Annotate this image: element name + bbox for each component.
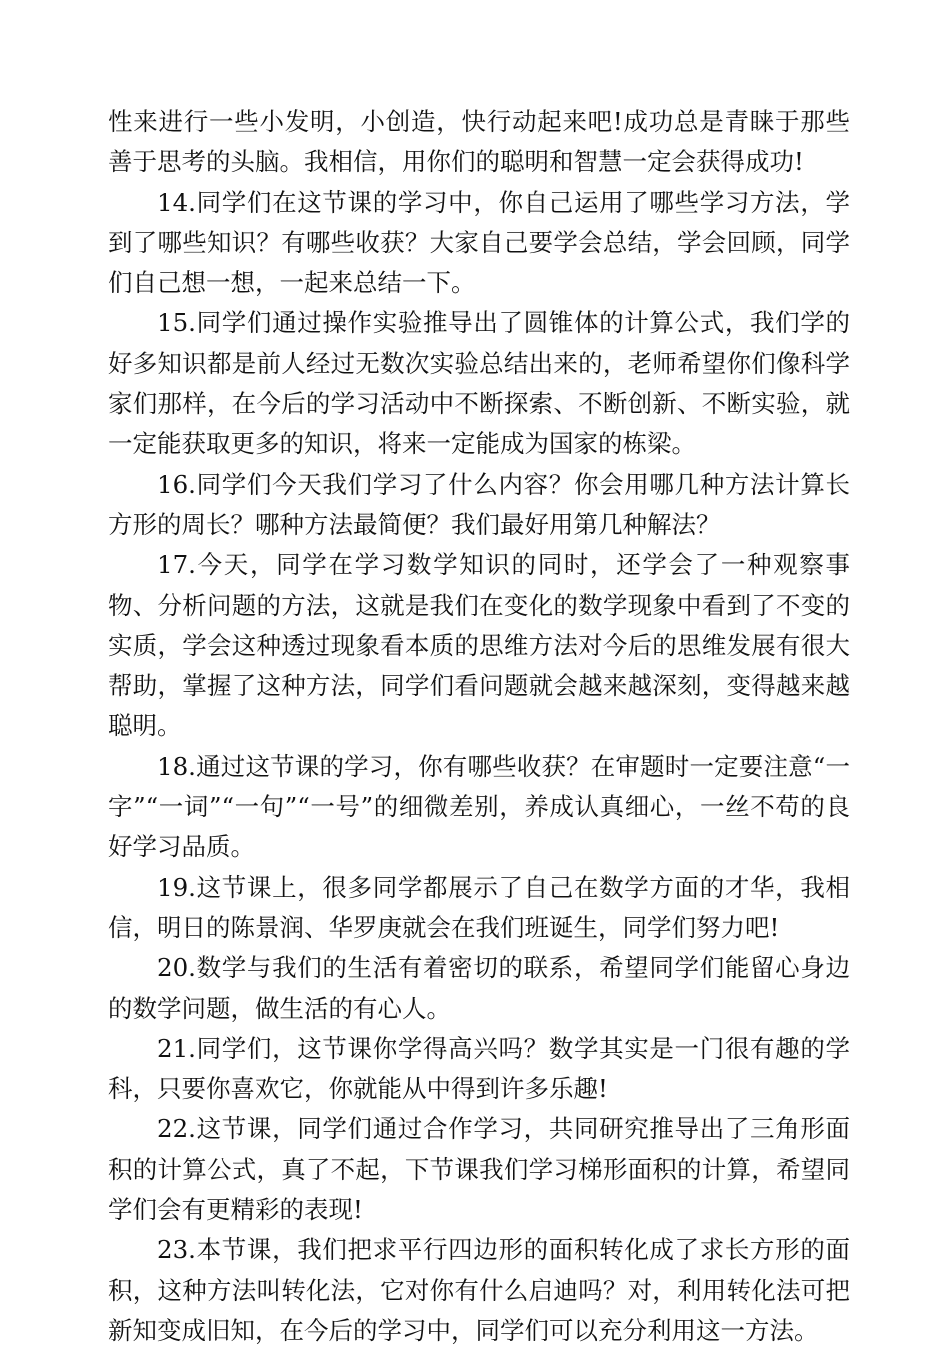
paragraph-item-21: 21.同学们，这节课你学得高兴吗？数学其实是一门很有趣的学科，只要你喜欢它，你就能从中得到许多乐趣! <box>108 1033 850 1104</box>
paragraph-item-18: 18.通过这节课的学习，你有哪些收获？在审题时一定要注意“一字”“一词”“一句”“一号”的细微差别，养成认真细心，一丝不苟的良好学习品质。 <box>108 751 850 862</box>
paragraph-item-14: 14.同学们在这节课的学习中，你自己运用了哪些学习方法，学到了哪些知识？有哪些收获？大家自己要学会总结，学会回顾，同学们自己想一想，一起来总结一下。 <box>108 187 850 298</box>
paragraph-item-17: 17.今天，同学在学习数学知识的同时，还学会了一种观察事物、分析问题的方法，这就是我们在变化的数学现象中看到了不变的实质，学会这种透过现象看本质的思维方法对今后的思维发展有很大帮助，掌握了这种方法，同学们看问题就会越来越深刻，变得越来越聪明。 <box>108 550 850 741</box>
paragraph-item-15: 15.同学们通过操作实验推导出了圆锥体的计算公式，我们学的好多知识都是前人经过无数次实验总结出来的，老师希望你们像科学家们那样，在今后的学习活动中不断探索、不断创新、不断实验，就一定能获取更多的知识，将来一定能成为国家的栋梁。 <box>108 308 850 459</box>
paragraph-item-22: 22.这节课，同学们通过合作学习，共同研究推导出了三角形面积的计算公式，真了不起，下节课我们学习梯形面积的计算，希望同学们会有更精彩的表现! <box>108 1114 850 1225</box>
paragraph-item-19: 19.这节课上，很多同学都展示了自己在数学方面的才华，我相信，明日的陈景润、华罗庚就会在我们班诞生，同学们努力吧! <box>108 872 850 942</box>
document-page <box>108 102 850 1351</box>
paragraph-item-20: 20.数学与我们的生活有着密切的联系，希望同学们能留心身边的数学问题，做生活的有心人。 <box>108 953 850 1023</box>
paragraph-item-16: 16.同学们今天我们学习了什么内容？你会用哪几种方法计算长方形的周长？哪种方法最简便？我们最好用第几种解法？ <box>108 469 850 539</box>
paragraph-continuation: 性来进行一些小发明，小创造，快行动起来吧!成功总是青睐于那些善于思考的头脑。我相信，用你们的聪明和智慧一定会获得成功! <box>108 107 850 177</box>
paragraph-item-23: 23.本节课，我们把求平行四边形的面积转化成了求长方形的面积，这种方法叫转化法，它对你有什么启迪吗？对，利用转化法可把新知变成旧知，在今后的学习中，同学们可以充分利用这一方法。 <box>108 1235 850 1345</box>
